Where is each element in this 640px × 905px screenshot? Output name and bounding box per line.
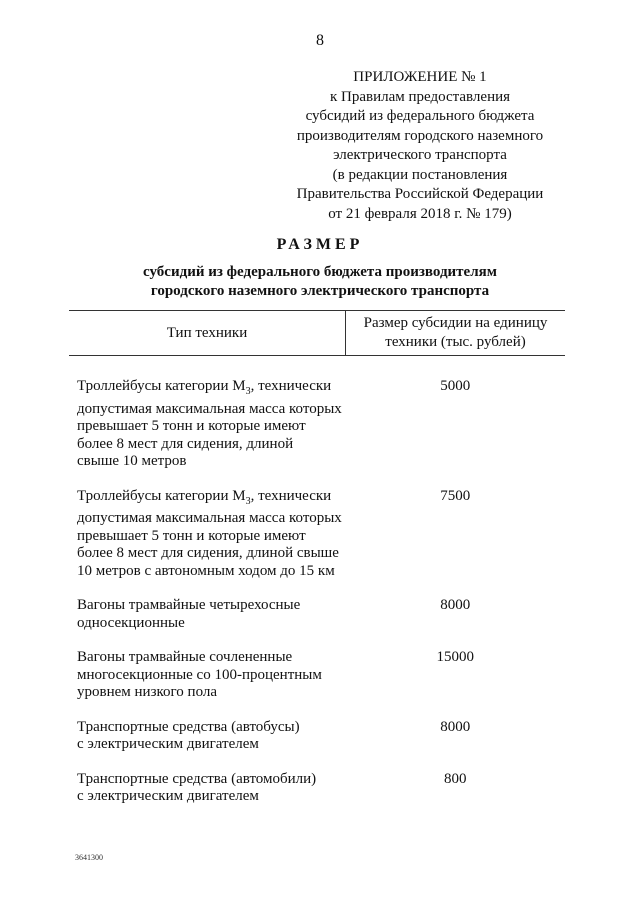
vehicle-type-line: более 8 мест для сидения, длиной свыше: [77, 545, 339, 561]
vehicle-type-cell: [69, 597, 346, 649]
vehicle-type-cell: [69, 719, 346, 771]
vehicle-type-cell: [69, 649, 346, 719]
vehicle-type-cell: [69, 488, 346, 598]
table-row: [69, 719, 565, 771]
vehicle-type-line: с электрическим двигателем: [77, 788, 259, 804]
subtitle-line: субсидий из федерального бюджета производителям: [143, 264, 497, 280]
appendix-line: производителям городского наземного: [296, 127, 544, 144]
header-subsidy-amount: [346, 311, 566, 356]
table-row: [69, 356, 565, 488]
document-subtitle: [0, 263, 640, 301]
vehicle-type-line: Троллейбусы категории $M_3$, технически: [77, 487, 332, 507]
table-row: [69, 488, 565, 598]
header-amount-line: Размер субсидии на единицу: [363, 315, 548, 331]
vehicle-type-line: допустимая максимальная масса которых: [77, 400, 342, 417]
vehicle-type-line: Вагоны трамвайные четырехосные: [77, 597, 301, 613]
vehicle-type-line: 10 метров с автономным ходом до 15 км: [77, 562, 335, 579]
header-vehicle-type: Тип техники: [69, 311, 346, 356]
subtitle-line: городского наземного электрического транспорта: [150, 283, 490, 299]
appendix-line: (в редакции постановления: [332, 166, 508, 183]
page-number: 8: [316, 32, 324, 49]
category-subscript: 3: [245, 495, 251, 507]
subsidy-amount-cell: 800: [444, 770, 467, 787]
table-row: [69, 597, 565, 649]
appendix-line: к Правилам предоставления: [329, 88, 511, 105]
vehicle-type-line: Троллейбусы категории $M_3$, технически: [77, 378, 332, 397]
subsidy-table: [69, 310, 565, 823]
table-row: [69, 771, 565, 823]
category-subscript: 3: [245, 386, 251, 397]
subsidy-amount-cell: 5000: [440, 378, 471, 394]
vehicle-type-line: Вагоны трамвайные сочлененные: [77, 649, 293, 665]
vehicle-type-line: свыше 10 метров: [77, 453, 187, 469]
subsidy-amount-cell: 8000: [440, 718, 471, 735]
document-title: РАЗМЕР: [276, 236, 364, 253]
appendix-line: субсидий из федерального бюджета: [305, 108, 535, 124]
subsidy-amount-cell: 7500: [440, 487, 471, 504]
appendix-header: [270, 68, 570, 224]
vehicle-type-line: с электрическим двигателем: [77, 736, 259, 752]
vehicle-type-cell: [69, 771, 346, 823]
vehicle-type-line: превышает 5 тонн и которые имеют: [77, 527, 306, 544]
subsidy-amount-cell: 8000: [440, 597, 471, 613]
appendix-line: ПРИЛОЖЕНИЕ № 1: [353, 69, 487, 85]
vehicle-type-line: Транспортные средства (автобусы): [77, 718, 300, 735]
table-header-row: [69, 311, 565, 356]
table-body: [69, 356, 565, 823]
vehicle-type-line: односекционные: [77, 614, 185, 631]
appendix-line: Правительства Российской Федерации: [296, 186, 544, 202]
table-row: [69, 649, 565, 719]
vehicle-type-line: превышает 5 тонн и которые имеют: [77, 418, 306, 434]
vehicle-type-line: уровнем низкого пола: [77, 684, 218, 700]
vehicle-type-cell: [69, 356, 346, 488]
vehicle-type-line: более 8 мест для сидения, длиной: [77, 435, 294, 452]
vehicle-type-line: допустимая максимальная масса которых: [77, 510, 342, 526]
appendix-line: от 21 февраля 2018 г. № 179): [328, 205, 512, 222]
vehicle-type-line: Транспортные средства (автомобили): [77, 770, 317, 787]
vehicle-type-line: многосекционные со 100-процентным: [77, 666, 322, 683]
subsidy-amount-cell: 15000: [436, 649, 474, 665]
appendix-line: электрического транспорта: [333, 147, 507, 163]
header-amount-line: техники (тыс. рублей): [385, 334, 526, 350]
footer-document-code: 3641300: [75, 853, 103, 862]
